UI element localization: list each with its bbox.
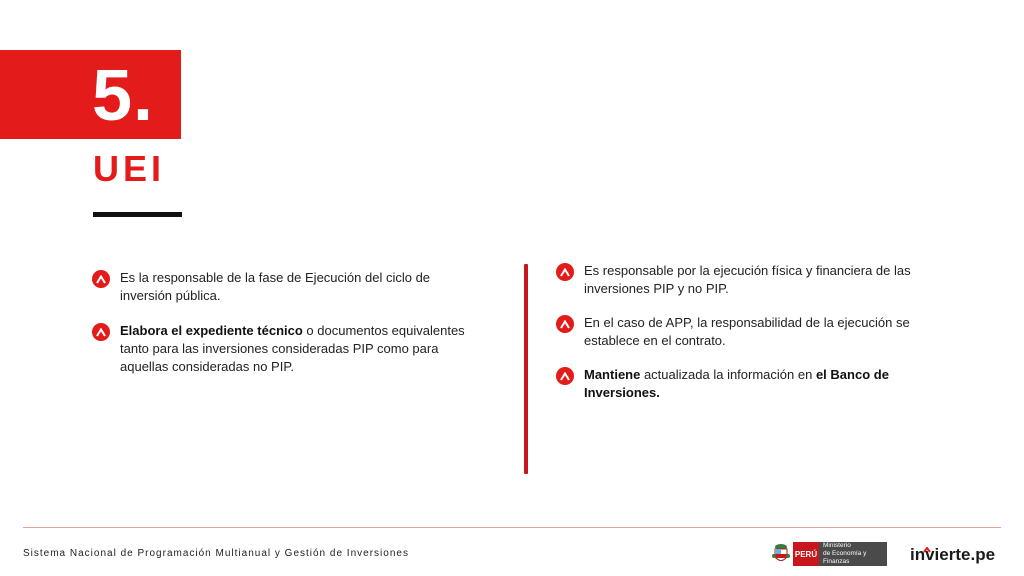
right-bullet-1 [556, 262, 916, 298]
chevron-up-icon [556, 367, 574, 385]
right-bullet-2 [556, 314, 916, 350]
right-bullet-2-text: En el caso de APP, la responsabilidad de la ejecución se establece en el contrato. [584, 315, 910, 348]
right-bullet-3 [556, 366, 916, 402]
chevron-up-icon [556, 263, 574, 281]
footer-text: Sistema Nacional de Programación Multianual y Gestión de Inversiones [23, 548, 409, 559]
left-bullet-1-text: Es la responsable de la fase de Ejecución del ciclo de inversión pública. [120, 270, 431, 303]
right-bullet-3-text: Mantiene actualizada la información en el Banco de Inversiones. [584, 367, 889, 400]
left-bullet-2 [92, 322, 472, 376]
left-bullet-2-text: Elabora el expediente técnico o documentos equivalentes tanto para las inversiones consideradas PIP como para aquellas consideradas no PIP. [120, 323, 465, 374]
title-underline [93, 212, 182, 217]
brand-logo: invierte.pe [910, 545, 996, 564]
left-bullet-1 [92, 269, 472, 305]
footer-divider [23, 527, 1001, 528]
section-number: 5. [92, 56, 155, 136]
chevron-up-icon [92, 323, 110, 341]
column-divider [524, 264, 528, 474]
ministry-label: Ministerio de Economía y Finanzas [819, 542, 887, 566]
peru-label: PERÚ [793, 542, 819, 566]
chevron-up-icon [556, 315, 574, 333]
page-title: UEI [93, 148, 166, 189]
chevron-up-icon [92, 270, 110, 288]
right-bullet-1-text: Es responsable por la ejecución física y financiera de las inversiones PIP y no PIP. [584, 263, 911, 296]
coat-of-arms-icon [771, 543, 791, 565]
